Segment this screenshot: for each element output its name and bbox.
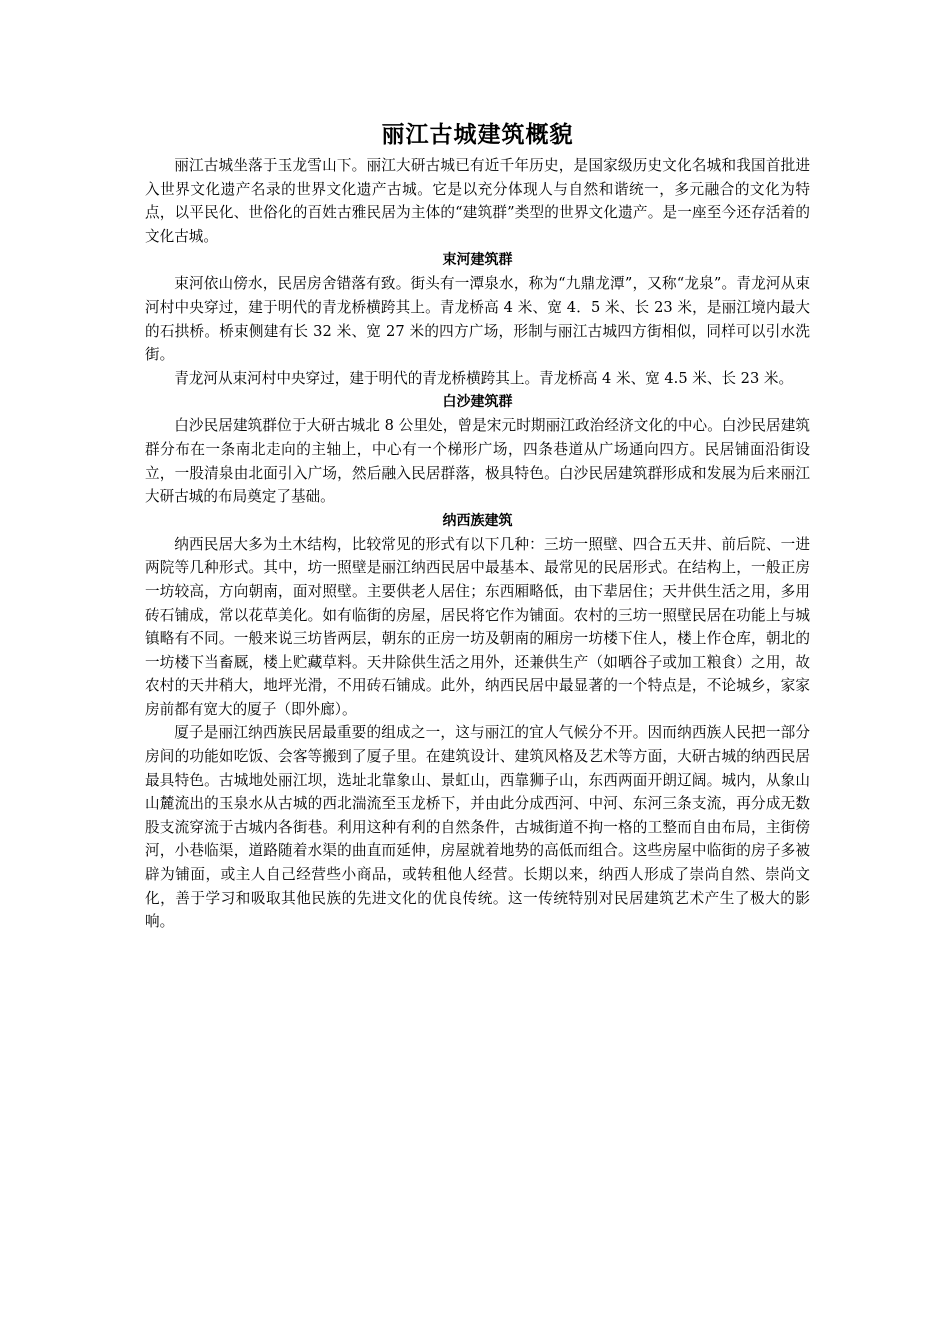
intro-paragraph: 丽江古城坐落于玉龙雪山下。丽江大研古城已有近千年历史，是国家级历史文化名城和我国首批进入世界文化遗产名录的世界文化遗产古城。它是以充分体现人与自然和谐统一，多元融合的文化为特点，以平民化、世俗化的百姓古雅民居为主体的“建筑群”类型的世界文化遗产。是一座至今还存活着的文化古城。	[145, 157, 810, 245]
section-paragraph: 束河依山傍水，民居房舍错落有致。街头有一潭泉水，称为“九鼎龙潭”，又称“龙泉”。青龙河从束河村中央穿过，建于明代的青龙桥横跨其上。青龙桥高 4 米、宽 4．5 米、长 23 米，是丽江境内最大的石拱桥。桥束侧建有长 32 米、宽 27 米的四方广场，形制与丽江古城四方街相似，同样可以引水洗街。	[145, 275, 810, 364]
section-paragraph: 厦子是丽江纳西族民居最重要的组成之一，这与丽江的宜人气候分不开。因而纳西族人民把一部分房间的功能如吃饭、会客等搬到了厦子里。在建筑设计、建筑风格及艺术等方面，大研古城的纳西民居最具特色。古城地处丽江坝，选址北靠象山、景虹山，西靠狮子山，东西两面开朗辽阔。城内，从象山山麓流出的玉泉水从古城的西北湍流至玉龙桥下，并由此分成西河、中河、东河三条支流，再分成无数股支流穿流于古城内各街巷。利用这种有利的自然条件，古城街道不拘一格的工整而自由布局，主街傍河，小巷临渠，道路随着水渠的曲直而延伸，房屋就着地势的高低而组合。这些房屋中临街的房子多被辟为铺面，或主人自己经营些小商品，或转租他人经营。长期以来，纳西人形成了崇尚自然、崇尚文化，善于学习和吸取其他民族的先进文化的优良传统。这一传统特别对民居建筑艺术产生了极大的影响。	[145, 724, 810, 931]
section-baisha	[145, 390, 810, 508]
document-page	[145, 118, 810, 934]
section-paragraph: 纳西民居大多为土木结构，比较常见的形式有以下几种：三坊一照壁、四合五天井、前后院、一进两院等几种形式。其中，坊一照壁是丽江纳西民居中最基本、最常见的民居形式。在结构上，一般正房一坊较高，方向朝南，面对照壁。主要供老人居住；东西厢略低，由下辈居住；天井供生活之用，多用砖石铺成，常以花草美化。如有临街的房屋，居民将它作为铺面。农村的三坊一照壁民居在功能上与城镇略有不同。一般来说三坊皆两层，朝东的正房一坊及朝南的厢房一坊楼下住人，楼上作仓库，朝北的一坊楼下当畜厩，楼上贮藏草料。天井除供生活之用外，还兼供生产（如晒谷子或加工粮食）之用，故农村的天井稍大，地坪光滑，不用砖石铺成。此外，纳西民居中最显著的一个特点是，不论城乡，家家房前都有宽大的厦子（即外廊）。	[145, 535, 810, 718]
section-heading: 纳西族建筑	[442, 512, 513, 529]
section-shuhe	[145, 248, 810, 390]
section-heading: 束河建筑群	[442, 252, 513, 269]
section-paragraph: 青龙河从束河村中央穿过，建于明代的青龙桥横跨其上。青龙桥高 4 米、宽 4.5 米、长 23 米。	[174, 369, 794, 387]
section-paragraph: 白沙民居建筑群位于大研古城北 8 公里处，曾是宋元时期丽江政治经济文化的中心。白沙民居建筑群分布在一条南北走向的主轴上，中心有一个梯形广场，四条巷道从广场通向四方。民居铺面沿街设立，一股清泉由北面引入广场，然后融入民居群落，极具特色。白沙民居建筑群形成和发展为后来丽江大研古城的布局奠定了基础。	[145, 417, 810, 506]
section-heading: 白沙建筑群	[442, 394, 513, 411]
document-title: 丽江古城建筑概貌	[381, 121, 574, 148]
section-naxi	[145, 509, 810, 934]
